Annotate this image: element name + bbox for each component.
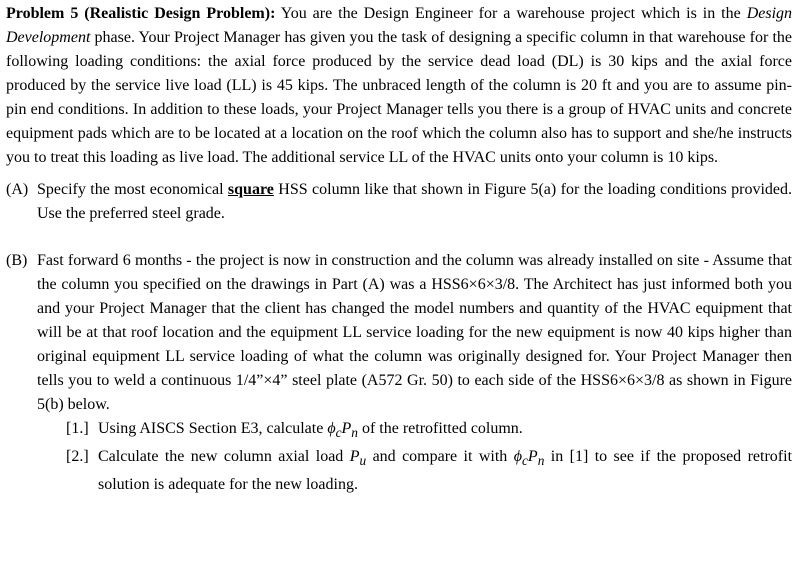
part-b-item-1 xyxy=(66,417,792,445)
problem-statement xyxy=(6,2,792,170)
part-a-text xyxy=(37,178,792,226)
part-a-label: (A) xyxy=(6,181,29,198)
pu-subscript: u xyxy=(359,453,367,469)
item-2-text-1: Calculate the new column axial load xyxy=(98,448,350,466)
p-subscript: n xyxy=(351,425,358,441)
item-1-text-2: of the retrofitted column. xyxy=(357,420,523,437)
part-b-text: Fast forward 6 months - the project is now in construction and the column was already installed on site - Assume that the column you specified on the drawings in Part (A) was a HSS6×6×3/8. The Architect has just informed both you and your Project Manager that the client has changed the model numbers and quantity of the HVAC equipment that will be at that roof location and the equipment LL service loading for the new equipment is now 40 kips higher than original equipment LL service loading of what the column was originally designed for. Your Project Manager then tells you to weld a continuous 1/4”×4” steel plate (A572 Gr. 50) to each side of the HSS6×6×3/8 as shown in Figure 5(b) below. xyxy=(37,252,792,413)
problem-intro-text-1: You are the Design Engineer for a warehouse project which is in the xyxy=(275,5,747,22)
part-b xyxy=(6,249,792,417)
problem-title: Problem 5 (Realistic Design Problem): xyxy=(6,5,276,22)
item-1-text-1: Using AISCS Section E3, calculate xyxy=(98,420,328,437)
part-a-text-2: HSS column like that shown in Figure 5(a) for the loading conditions provided. Use the preferred steel grade. xyxy=(37,181,792,222)
design-phase: Design Development xyxy=(6,5,793,46)
part-b-item-2 xyxy=(66,445,792,497)
p-subscript: n xyxy=(537,453,545,469)
part-a xyxy=(6,178,792,226)
item-2-text-3: in [1] to see if the proposed retrofit solution is adequate for the new loading. xyxy=(98,448,793,494)
part-a-text-1: Specify the most economical xyxy=(37,181,228,198)
p-symbol: P xyxy=(527,448,538,466)
pu-symbol: P xyxy=(349,448,360,466)
item-1-text xyxy=(98,417,792,445)
square-emphasis: square xyxy=(227,181,274,198)
part-b-label: (B) xyxy=(6,252,28,269)
problem-intro-text-2: phase. Your Project Manager has given you the task of designing a specific column in that warehouse for the following loading conditions: the axial force produced by the service dead load (DL) is 30 kips and the axial force produced by the service live load (LL) is 45 kips. The unbraced length of the column is 20 ft and you are to assume pin-pin end conditions. In addition to these loads, your Project Manager tells you there is a group of HVAC units and concrete equipment pads which are to be located at a location on the roof which the column also has to support and she/he instructs you to treat this loading as live load. The additional service LL of the HVAC units onto your column is 10 kips. xyxy=(6,29,792,166)
item-1-label: [1.] xyxy=(66,420,89,437)
item-2-text xyxy=(98,445,792,497)
phi-symbol: ϕ xyxy=(327,420,336,437)
p-symbol: P xyxy=(341,420,352,437)
phi-subscript: c xyxy=(522,453,528,469)
phi-subscript: c xyxy=(335,425,342,441)
phi-symbol: ϕ xyxy=(513,448,522,466)
item-2-text-2: and compare it with xyxy=(366,448,514,466)
item-2-label: [2.] xyxy=(66,448,89,466)
